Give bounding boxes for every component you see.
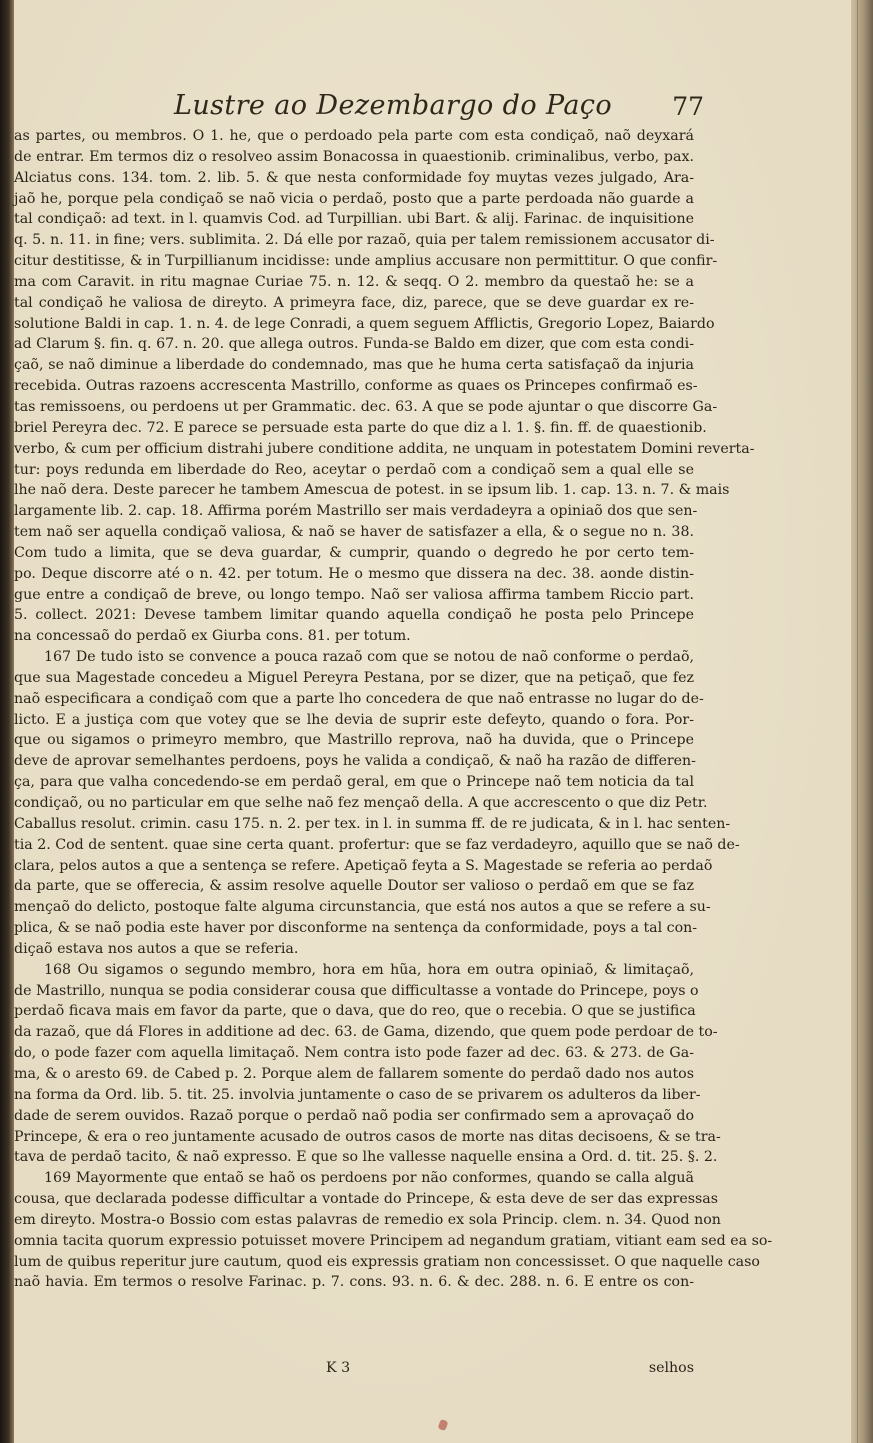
text-line: da razaõ, que dá Flores in additione ad dec. 63. de Gama, dizendo, que quem pode perdoar de to- <box>14 1024 718 1041</box>
text-line: lhe naõ dera. Deste parecer he tambem Amescua de potest. in se ipsum lib. 1. cap. 13. n. 7. & mais <box>14 482 730 499</box>
book-page <box>14 0 851 1443</box>
text-line: deve de aprovar semelhantes perdoens, poys he valida a condiçaõ, & naõ ha razão de differen- <box>14 753 696 770</box>
text-line: diçaõ estava nos autos a que se referia. <box>14 940 299 957</box>
book-gutter <box>0 0 14 1443</box>
text-line: que sua Magestade concedeu a Miguel Pereyra Pestana, por se dizer, que na petiçaõ, que fez <box>14 669 694 686</box>
text-line: solutione Baldi in cap. 1. n. 4. de lege Conradi, a quem seguem Afflictis, Gregorio Lopez, Baiardo <box>14 315 715 332</box>
text-line: licto. E a justiça com que votey que se lhe devia de suprir este defeyto, quando o fora. Por- <box>14 711 694 728</box>
text-line: na concessaõ do perdaõ ex Giurba cons. 81. per totum. <box>14 628 411 645</box>
text-line: tas remissoens, ou perdoens ut per Grammatic. dec. 63. A que se pode ajuntar o que discorre Ga- <box>14 398 718 415</box>
text-line: recebida. Outras razoens accrescenta Mastrillo, conforme as quaes os Princepes confirmaõ es- <box>14 378 698 395</box>
text-line: naõ havia. Em termos o resolve Farinac. p. 7. cons. 93. n. 6. & dec. 288. n. 6. E entre os con- <box>14 1274 694 1291</box>
text-line: de entrar. Em termos diz o resolveo assim Bonacossa in quaestionib. criminalibus, verbo, pax. <box>14 148 694 165</box>
text-line: dade de serem ouvidos. Razaõ porque o perdaõ naõ podia ser confirmado sem a aprovaçaõ do <box>14 1107 694 1124</box>
text-line: ça, para que valha concedendo-se em perdaõ geral, em que o Princepe naõ tem noticia da tal <box>14 774 694 791</box>
text-line: tal condiçaõ he valiosa de direyto. A primeyra face, diz, parece, que se deve guardar ex re- <box>14 294 694 311</box>
text-line: condiçaõ, ou no particular em que selhe naõ fez mençaõ della. A que accrescento o que diz Petr. <box>14 795 708 811</box>
text-line: as partes, ou membros. O 1. he, que o perdoado pela parte com esta condiçaõ, naõ deyxará <box>14 128 694 144</box>
text-line: tem naõ ser aquella condiçaõ valiosa, & naõ se haver de satisfazer a ella, & o segue no n. 38. <box>14 524 694 541</box>
running-head: Lustre ao Dezembargo do Paço <box>174 90 613 121</box>
text-line: largamente lib. 2. cap. 18. Affirma porém Mastrillo ser mais verdadeyra a opiniaõ dos que sen- <box>14 503 698 520</box>
text-line: 5. collect. 2021: Devese tambem limitar quando aquella condiçaõ he posta pelo Princepe <box>14 607 694 624</box>
text-line: perdaõ ficava mais em favor da parte, que o dava, que do reo, que o recebia. O que se justifica <box>14 1003 696 1020</box>
text-line: lum de quibus reperitur jure cautum, quod eis expressis gratiam non concessisset. O que naquelle caso <box>14 1253 760 1270</box>
text-line: da parte, que se offerecia, & assim resolve aquelle Doutor ser valioso o perdaõ em que se faz <box>14 878 694 895</box>
page-footer <box>14 1360 694 1382</box>
text-line: clara, pelos autos a que a sentença se refere. Apetiçaõ feyta a S. Magestade se referia ao perdaõ <box>14 857 713 874</box>
text-line: omnia tacita quorum expressio potuisset movere Principem ad negandum gratiam, vitiant eam sed ea so- <box>14 1232 773 1249</box>
text-line: Princepe, & era o reo juntamente acusado de outros casos de morte nas ditas decisoens, & se tra- <box>14 1128 721 1145</box>
text-line: briel Pereyra dec. 72. E parece se persuade esta parte do que diz a l. 1. §. fin. ff. de quaestionib. <box>14 419 707 436</box>
text-line: çaõ, se naõ diminue a liberdade do condemnado, mas que he huma certa satisfaçaõ da injuria <box>14 357 694 374</box>
text-line: que ou sigamos o primeyro membro, que Mastrillo reprova, naõ ha duvida, que o Princepe <box>14 732 694 749</box>
text-line: jaõ he, porque pela condiçaõ se naõ vicia o perdaõ, posto que a parte perdoada não guarde a <box>14 190 694 207</box>
text-line: em direyto. Mostra-o Bossio com estas palavras de remedio ex sola Princip. clem. n. 34. Quod non <box>14 1211 721 1228</box>
text-line: ma com Caravit. in ritu magnae Curiae 75. n. 12. & seqq. O 2. membro da questaõ he: se a <box>14 273 694 290</box>
text-line: citur destitisse, & in Turpillianum incidisse: unde amplius accusare non permittitur. O que confir- <box>14 253 718 270</box>
text-line: do, o pode fazer com aquella limitaçaõ. Nem contra isto pode fazer ad dec. 63. & 273. de Ga- <box>14 1045 694 1062</box>
text-line: gue entre a condiçaõ de breve, ou longo tempo. Naõ ser valiosa affirma tambem Riccio part. <box>14 586 694 603</box>
text-line: tal condiçaõ: ad text. in l. quamvis Cod. ad Turpillian. ubi Bart. & alij. Farinac. de inquisitione <box>14 211 694 228</box>
text-line: naõ especificara a condiçaõ com que a parte lho concedera de que naõ entrasse no lugar do de- <box>14 690 704 707</box>
text-line: 167 De tudo isto se convence a pouca razaõ com que se notou de naõ conforme o perdaõ, <box>44 649 694 666</box>
text-line: tia 2. Cod de sentent. quae sine certa quant. profertur: que se faz verdadeyro, aquillo que se naõ de- <box>14 836 740 853</box>
catchword: selhos <box>648 1360 694 1376</box>
text-line: plica, & se naõ podia este haver por disconforme na sentença da conformidade, poys a tal con- <box>14 920 698 937</box>
text-line: Alciatus cons. 134. tom. 2. lib. 5. & que nesta conformidade foy muytas vezes julgado, Ara- <box>14 169 694 186</box>
text-line: mençaõ do delicto, postoque falte alguma circunstancia, que está nos autos a que se refere a su- <box>14 899 711 916</box>
text-line: na forma da Ord. lib. 5. tit. 25. involvia juntamente o caso de se privarem os adulteros da liber- <box>14 1086 701 1103</box>
text-line: 169 Mayormente que entaõ se haõ os perdoens por não conformes, quando se calla alguã <box>44 1170 694 1187</box>
text-line: ad Clarum §. fin. q. 67. n. 20. que allega outros. Funda-se Baldo em dizer, que com esta condi- <box>14 336 694 353</box>
text-line: Com tudo a limita, que se deva guardar, & cumprir, quando o degredo he por certo tem- <box>14 544 694 561</box>
text-line: tava de perdaõ tacito, & naõ expresso. E que so lhe vallesse naquelle ensina a Ord. d. tit. 25. §. 2. <box>14 1149 718 1166</box>
page-edge <box>851 0 873 1443</box>
text-line: q. 5. n. 11. in fine; vers. sublimita. 2. Dá elle por razaõ, quia per talem remissionem accusator di- <box>14 232 715 249</box>
text-line: po. Deque discorre até o n. 42. per totum. He o mesmo que dissera na dec. 38. aonde distin- <box>14 565 694 582</box>
text-line: Caballus resolut. crimin. casu 175. n. 2. per tex. in l. in summa ff. de re judicata, & in l. hac senten- <box>14 815 731 832</box>
page-number: 77 <box>672 92 704 121</box>
text-line: cousa, que declarada podesse difficultar a vontade do Princepe, & esta deve de ser das expressas <box>14 1191 719 1208</box>
signature-mark: K 3 <box>326 1360 351 1376</box>
text-line: 168 Ou sigamos o segundo membro, hora em hũa, hora em outra opiniaõ, & limitaçaõ, <box>44 961 694 978</box>
text-line: ma, & o aresto 69. de Cabed p. 2. Porque alem de fallarem somente do perdaõ dado nos autos <box>14 1065 694 1082</box>
text-line: verbo, & cum per officium distrahi jubere conditione addita, ne unquam in potestatem Domini reverta- <box>14 440 755 457</box>
text-line: tur: poys redunda em liberdade do Reo, aceytar o perdaõ com a condiçaõ sem a qual elle se <box>14 461 694 478</box>
text-line: de Mastrillo, nunqua se podia considerar cousa que difficultasse a vontade do Princepe, poys o <box>14 982 699 999</box>
body-text <box>14 126 773 1293</box>
ink-stain <box>438 1419 449 1431</box>
